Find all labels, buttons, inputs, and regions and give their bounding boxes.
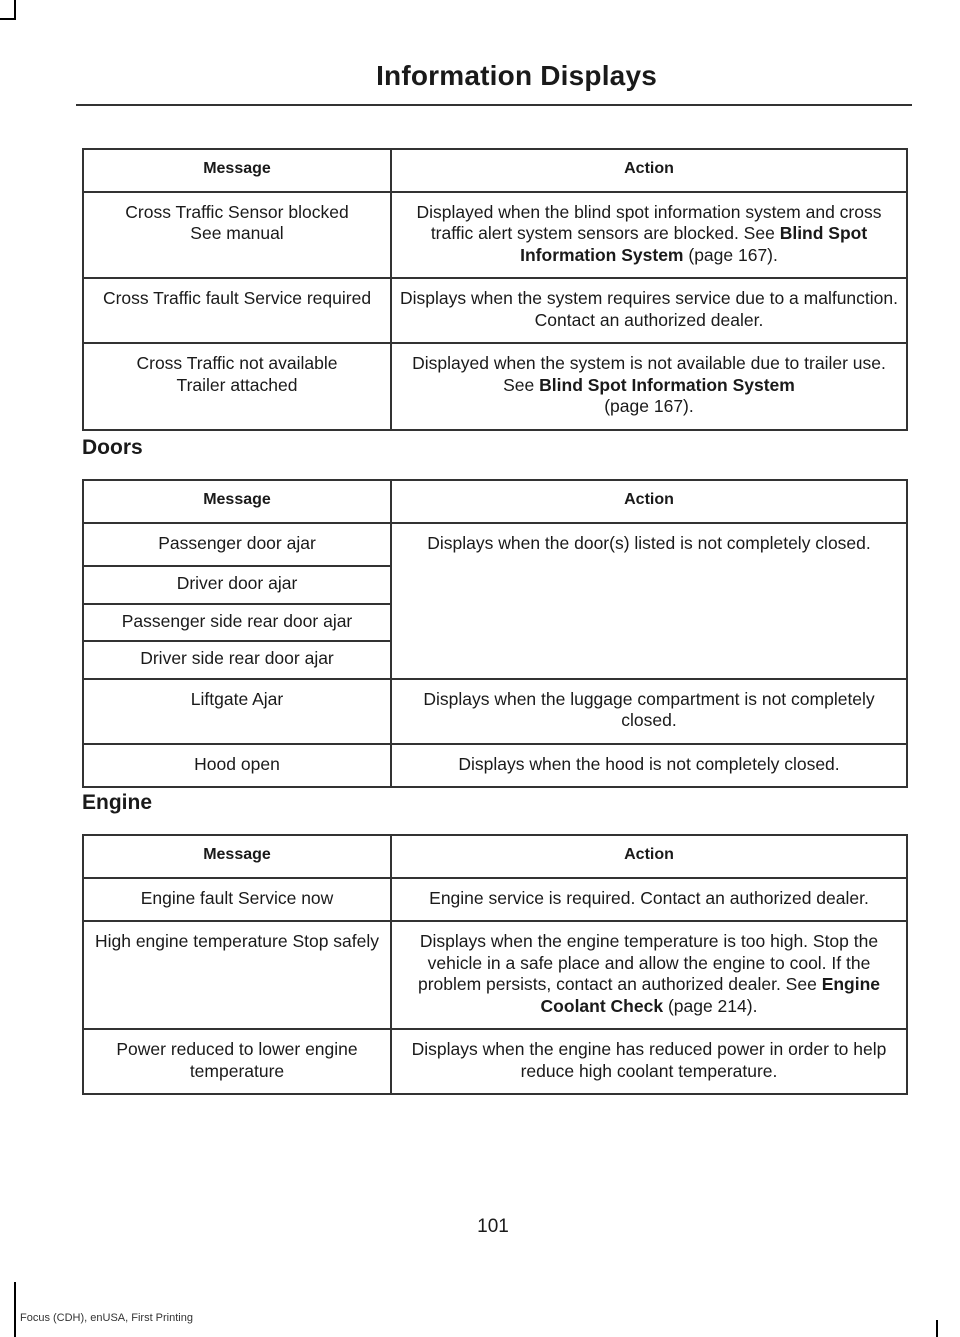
- message-cell: Driver door ajar: [83, 566, 391, 604]
- table-row: [83, 278, 907, 343]
- table-row: [83, 192, 907, 279]
- table-row: [83, 523, 907, 567]
- action-cell: Displays when the luggage compartment is not completely closed.: [391, 679, 907, 744]
- action-column-header: Action: [391, 149, 907, 192]
- message-column-header: Message: [83, 835, 391, 878]
- action-cell: Displays when the door(s) listed is not completely closed.: [391, 523, 907, 679]
- section-heading-engine: Engine: [82, 791, 153, 814]
- action-cell: [391, 921, 907, 1029]
- action-cell: Displays when the engine has reduced power in order to help reduce high coolant temperature.: [391, 1029, 907, 1094]
- message-line: Trailer attached: [176, 374, 298, 395]
- table-header-row: [83, 835, 907, 878]
- action-column-header: Action: [391, 835, 907, 878]
- crop-mark: [14, 0, 16, 20]
- action-text: Displayed when the system is not available due to trailer use. See: [412, 353, 886, 395]
- message-cell: Engine fault Service now: [83, 878, 391, 922]
- message-cell: Passenger side rear door ajar: [83, 604, 391, 642]
- table-header-row: [83, 149, 907, 192]
- crop-mark: [14, 1282, 16, 1337]
- table-row: [83, 679, 907, 744]
- action-cell: Displays when the system requires service due to a malfunction. Contact an authorized dealer.: [391, 278, 907, 343]
- message-line: Cross Traffic not available: [136, 353, 338, 373]
- table-header-row: [83, 480, 907, 523]
- table-row: [83, 921, 907, 1029]
- crop-mark: [936, 1320, 938, 1337]
- table-row: [83, 744, 907, 788]
- cross-traffic-messages-table: [82, 148, 908, 431]
- action-cell: Engine service is required. Contact an authorized dealer.: [391, 878, 907, 922]
- page-reference: (page 167).: [683, 244, 778, 265]
- message-cell: Cross Traffic fault Service required: [83, 278, 391, 343]
- cross-reference-link[interactable]: Blind Spot Information System: [520, 223, 868, 265]
- page-reference: (page 214).: [663, 995, 758, 1016]
- engine-messages-table: [82, 834, 908, 1095]
- action-column-header: Action: [391, 480, 907, 523]
- cross-reference-link[interactable]: Blind Spot Information System: [539, 374, 795, 395]
- title-divider: [76, 104, 912, 106]
- action-cell: [391, 192, 907, 279]
- action-text: Displayed when the blind spot information system and cross traffic alert system sensors are blocked. See: [416, 201, 882, 243]
- message-cell: Power reduced to lower engine temperature: [83, 1029, 391, 1094]
- message-line: Cross Traffic Sensor blocked: [125, 201, 349, 222]
- message-line: See manual: [190, 223, 284, 243]
- page-reference: (page 167).: [604, 396, 694, 416]
- message-cell: Hood open: [83, 744, 391, 788]
- action-cell: [391, 343, 907, 430]
- page-number: 101: [477, 1216, 509, 1237]
- message-column-header: Message: [83, 480, 391, 523]
- action-cell: Displays when the hood is not completely closed.: [391, 744, 907, 788]
- action-text: Displays when the engine temperature is too high. Stop the vehicle in a safe place and allow the engine to cool. If the problem persists, contact an authorized dealer. See: [417, 931, 879, 994]
- message-column-header: Message: [83, 149, 391, 192]
- page-title: Information Displays: [376, 60, 657, 91]
- table-row: [83, 878, 907, 922]
- table-row: [83, 343, 907, 430]
- doors-messages-table: [82, 479, 908, 788]
- section-heading-doors: Doors: [82, 436, 143, 459]
- message-cell: Liftgate Ajar: [83, 679, 391, 744]
- table-row: [83, 1029, 907, 1094]
- cross-reference-link[interactable]: Engine Coolant Check: [540, 974, 881, 1016]
- message-cell: Passenger door ajar: [83, 523, 391, 567]
- message-cell: High engine temperature Stop safely: [83, 921, 391, 1029]
- crop-mark: [0, 18, 16, 20]
- message-cell: Driver side rear door ajar: [83, 641, 391, 679]
- edition-footer: Focus (CDH), enUSA, First Printing: [20, 1312, 193, 1324]
- message-cell: [83, 343, 391, 430]
- message-cell: [83, 192, 391, 279]
